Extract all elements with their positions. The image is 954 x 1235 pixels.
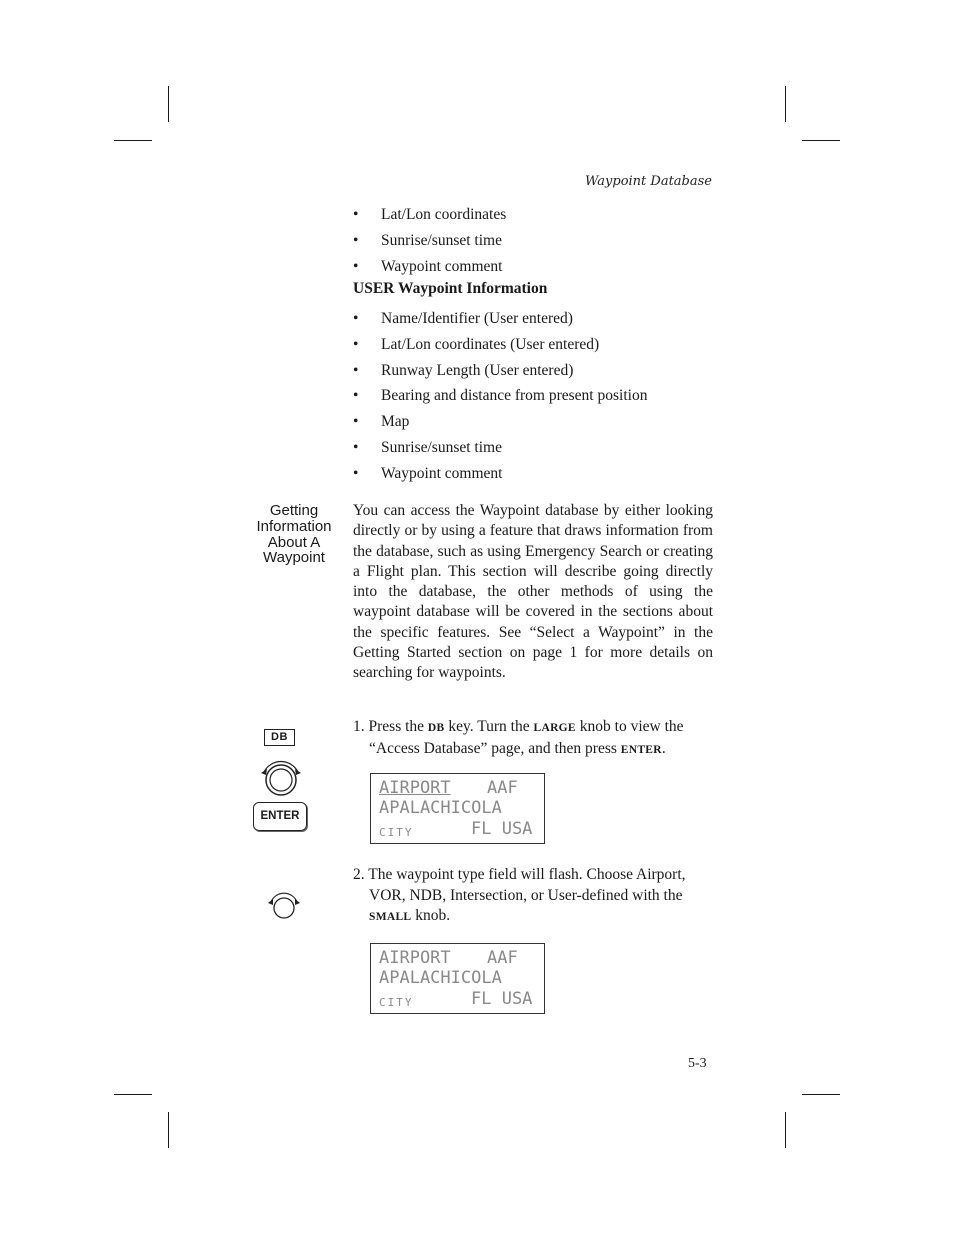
lcd-display-2: AIRPORT AAF APALACHICOLA CITY FL USA [370,943,545,1014]
list-item: • Runway Length (User entered) [353,361,574,379]
list-item: • Lat/Lon coordinates [353,206,507,223]
list-item: • Sunrise/sunset time [353,438,502,456]
lcd-display-1: AIRPORT AAF APALACHICOLA CITY FL USA [370,773,545,844]
small-knob-icon [266,891,302,923]
db-key-icon: DB [264,729,295,746]
crop-mark [802,140,840,141]
crop-mark [785,86,786,122]
page-number: 5-3 [688,1056,707,1071]
running-header: Waypoint Database [585,174,712,189]
large-knob-icon [258,758,304,798]
section-subheading: USER Waypoint Information [353,280,548,297]
crop-mark [114,140,152,141]
list-item: • Name/Identifier (User entered) [353,310,573,327]
list-item: • Map [353,413,410,431]
crop-mark [802,1094,840,1095]
intro-paragraph: You can access the Waypoint database by either looking directly or by using a feature that draws information from the database, such as using Emergency Search or creating a Flight plan. This section will describe going directly into the database, the other methods of using the waypoint database will be covered in the sections about the specific features. See “Select a Waypoint” in the Getting Started section on page 1 for more details on searching for waypoints. [353,502,713,682]
list-item: • Sunrise/sunset time [353,231,502,249]
list-item: • Waypoint comment [353,257,503,275]
crop-mark [168,86,169,122]
step-2: 2. The waypoint type field will flash. Choose Airport, VOR, NDB, Intersection, or User-defined with the SMALL knob. [353,866,686,924]
bullet-list-user [353,309,647,490]
bullet-list-top [353,205,506,282]
enter-key-icon: ENTER [253,802,307,831]
side-heading: Getting Information About A Waypoint [256,502,332,567]
step-1: 1. Press the DB key. Turn the LARGE knob to view the “Access Database” page, and then press ENTER. [353,718,684,757]
list-item: • Bearing and distance from present position [353,387,648,405]
list-item: • Waypoint comment [353,464,503,482]
crop-mark [785,1112,786,1148]
crop-mark [114,1094,152,1095]
list-item: • Lat/Lon coordinates (User entered) [353,335,600,353]
crop-mark [168,1112,169,1148]
